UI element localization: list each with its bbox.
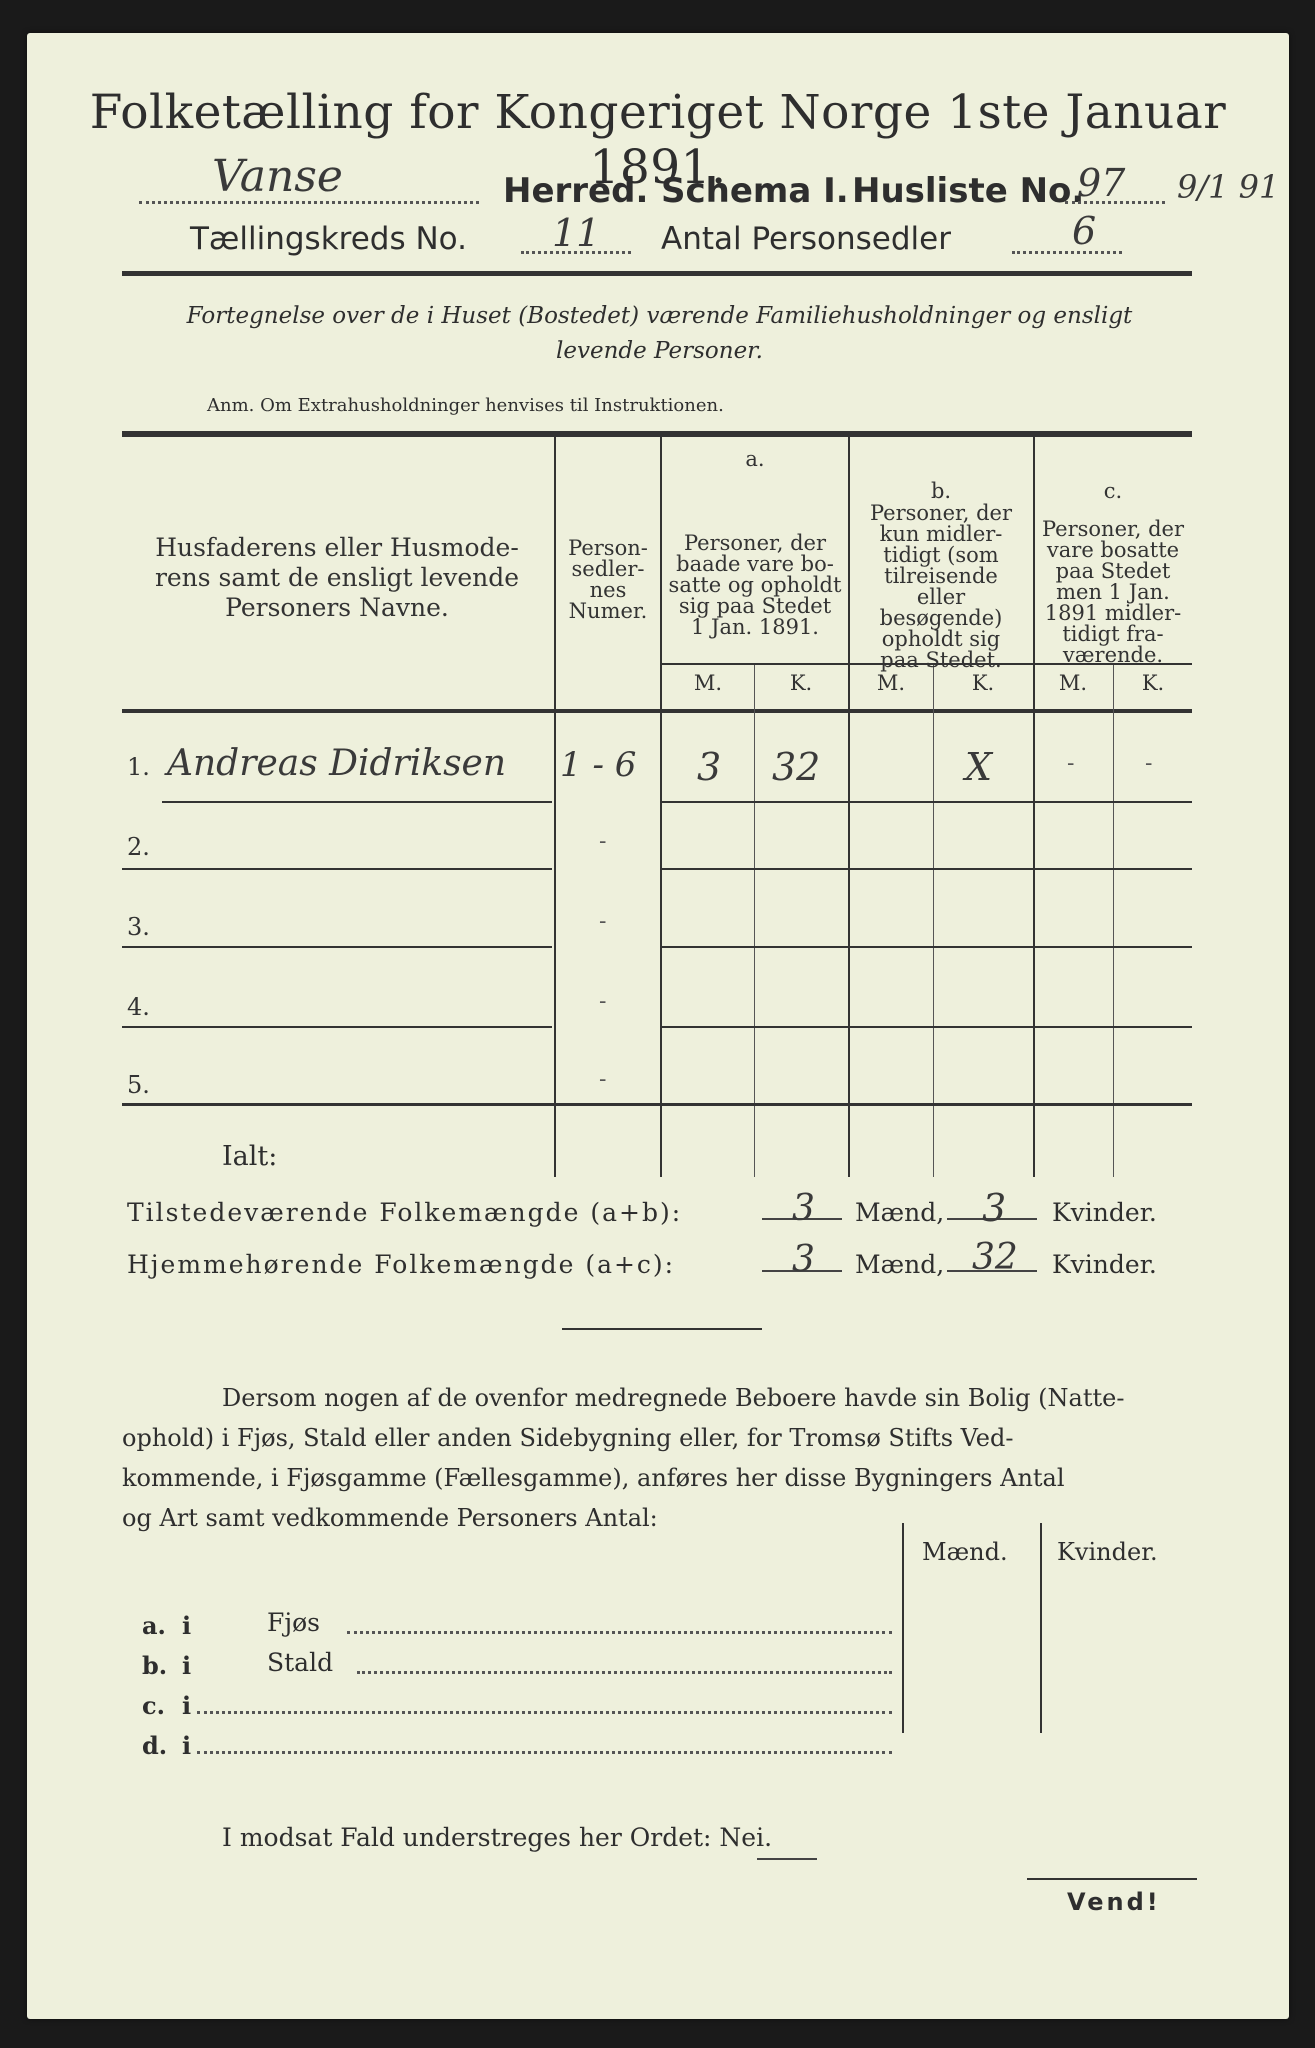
sub-c-m: M. [1058, 671, 1088, 695]
antal-dotted-line [1012, 251, 1122, 254]
buildings-col-kvinder: Kvinder. [1057, 1538, 1158, 1566]
totals-line2-kvinder: Kvinder. [1052, 1250, 1157, 1279]
row-sedler: - [599, 989, 607, 1014]
kreds-label: Tællingskreds No. [190, 221, 467, 257]
row-sedler: 1 - 6 [560, 745, 637, 785]
kreds-value: 11 [552, 211, 601, 255]
herred-value: Vanse [212, 151, 343, 202]
vend-text: Vend! [1067, 1888, 1161, 1916]
totals-line1-maend: Mænd, [855, 1198, 945, 1227]
husliste-value: 97 [1077, 161, 1126, 205]
row-c-k: - [1145, 751, 1153, 776]
header-rule [122, 271, 1192, 276]
totals-line2-k: 32 [972, 1237, 1018, 1278]
totals-line1-m: 3 [792, 1188, 815, 1229]
sub-a-m: M. [693, 671, 723, 695]
row-b-k: X [965, 745, 993, 789]
sub-a-k: K. [789, 671, 813, 695]
row-sedler: - [599, 1067, 607, 1092]
totals-line2-label: Hjemmehørende Folkemængde (a+c): [127, 1250, 676, 1279]
group-a-letter: a. [745, 447, 765, 471]
herred-label: Herred. [503, 171, 649, 211]
sub-c-k: K. [1141, 671, 1165, 695]
row-sedler: - [599, 829, 607, 854]
totals-line2-maend: Mænd, [855, 1250, 945, 1279]
row-name: Andreas Didriksen [167, 743, 507, 784]
anm-note: Anm. Om Extrahusholdninger henvises til Instruktionen. [207, 395, 724, 416]
antal-label: Antal Personsedler [661, 221, 951, 257]
col-num-header: Person- sedler- nes Numer. [568, 536, 648, 623]
group-b-header: Personer, der kun midler- tidigt (som tilreisende eller besøgende) opholdt sig paa Stedet. [869, 501, 1013, 672]
nei-underline [757, 1858, 817, 1860]
group-c-header: Personer, der vare bosatte paa Stedet men 1 Jan. 1891 midler- tidigt fra- værende. [1041, 517, 1185, 667]
section-divider [562, 1328, 762, 1330]
group-b-letter: b. [930, 479, 952, 503]
intro-line2: levende Personer. [556, 338, 763, 364]
row-sedler: - [599, 909, 607, 934]
table-top-rule [122, 431, 1192, 437]
buildings-paragraph: Dersom nogen af de ovenfor medregnede Beboere havde sin Bolig (Natte- ophold) i Fjøs, Stald eller anden Sidebygning eller, for Tromsø Stifts Ved- kommende, i Fjøsgamme (Fællesgamme), anføres her disse Bygningers Antal og Art samt vedkommende Personers Antal: [122, 1384, 1125, 1532]
sub-b-k: K. [971, 671, 995, 695]
intro-line1: Fortegnelse over de i Huset (Bostedet) værende Familiehusholdninger og ensligt [186, 303, 1133, 329]
antal-value: 6 [1072, 209, 1097, 253]
modsat-text: I modsat Fald understreges her Ordet: Nei. [222, 1823, 773, 1852]
totals-line2-m: 3 [792, 1239, 815, 1280]
row-a-k: 32 [772, 745, 821, 789]
buildings-col-maend: Mænd. [922, 1538, 1008, 1566]
census-form: Folketælling for Kongeriget Norge 1ste Januar 1891. Vanse Herred. Schema I. Husliste No. 97 9/1 91 Tællingskreds No. 11 Antal Personsedler 6 Fortegnelse over de i Huset (Bostedet) værende Familiehusholdninger og ensligt levende Personer. Anm. Om Extrahusholdninger henvises til Instruktionen. Husfaderens eller Husmode- rens samt de ensligt levende Personers Navne. Person- sedler- nes Numer. a. Personer, der baade vare bo- satte og opholdt sig paa Stedet 1 Jan. 1891. b. Personer, der kun midler- tidigt (som tilreisende eller besøgende) opholdt sig paa Stedet. c. Personer, der vare bosatte paa Stedet men 1 Jan. 1891 midler- tidigt fra- værende. M. K. M. K. M. K. 1. Andreas Didriksen 1 - 6 3 32 X - - 2. - 3. - 4. - 5. - Ialt: Tilstedeværende Folkemængde (a+b): 3 Mænd, 3 Kvinder. Hjemmehørende Folkemængde (a+c): 3 Mænd, 32 Kvinder. Dersom nogen af de ovenfor medregnede Beboere havde sin Bolig (Natte- ophold) i Fjøs, Stald eller anden Sidebygning eller, for Tromsø Stifts Ved- kommende, i Fjøsgamme (Fællesgamme), anføres her disse Bygningers Antal og Art samt vedkommende Personers Antal: Mænd. Kvinder. a. i Fjøs b. i Stald c. i d. i I modsat Fald understreges her Ordet: Nei. Vend! [27, 33, 1289, 2019]
totals-line1-k: 3 [982, 1186, 1007, 1230]
schema-label: Schema I. [661, 171, 849, 211]
table-header-bottom-rule [122, 709, 1192, 713]
totals-line1-kvinder: Kvinder. [1052, 1198, 1157, 1227]
margin-note: 9/1 91 [1177, 168, 1280, 206]
totals-line1-label: Tilstedeværende Folkemængde (a+b): [127, 1198, 683, 1227]
group-c-letter: c. [1103, 479, 1123, 503]
table-bottom-rule [122, 1103, 1192, 1106]
ialt-label: Ialt: [222, 1141, 278, 1172]
sub-b-m: M. [876, 671, 906, 695]
form-title: Folketælling for Kongeriget Norge 1ste Januar 1891. [89, 85, 1227, 195]
row-a-m: 3 [697, 745, 722, 789]
col-name-header: Husfaderens eller Husmode- rens samt de ensligt levende Personers Navne. [154, 533, 520, 622]
row-c-m: - [1067, 751, 1075, 776]
husliste-label: Husliste No. [852, 171, 1085, 211]
group-a-header: Personer, der baade vare bo- satte og opholdt sig paa Stedet 1 Jan. 1891. [668, 531, 842, 639]
